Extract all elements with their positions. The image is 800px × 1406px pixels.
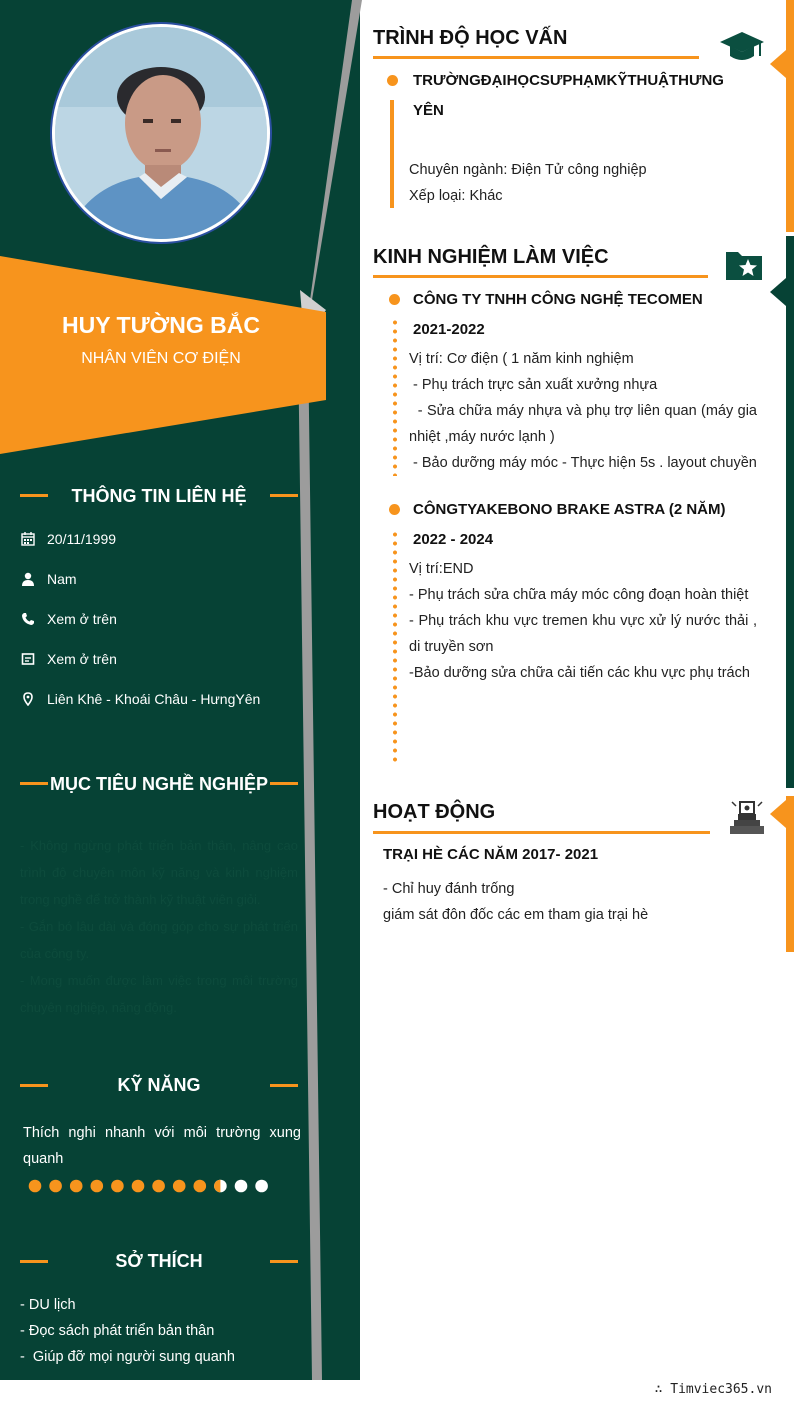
education-major: Chuyên ngành: Điện Tử công nghiệp (409, 162, 647, 178)
skill-dot (173, 1180, 186, 1193)
contact-dob-value: 20/11/1999 (47, 531, 117, 547)
folder-star-icon (724, 248, 764, 282)
skill-dot (214, 1180, 227, 1193)
activities-heading: HOẠT ĐỘNG (373, 801, 496, 823)
user-icon (20, 571, 36, 587)
heading-dash-right (270, 1084, 298, 1087)
hobby-item: - Đọc sách phát triển bản thân (20, 1323, 215, 1339)
calendar-icon (20, 531, 36, 547)
job-detail-line: - Phụ trách trực sản xuất xưởng nhựa (409, 377, 658, 393)
right-strip-education (786, 0, 794, 232)
email-icon (20, 651, 36, 667)
goal-line: - Gắn bó lâu dài và đóng góp cho sự phát triển của công ty. (20, 919, 298, 961)
contact-address (20, 688, 320, 710)
contact-email (20, 648, 320, 670)
right-arrow-activities (770, 800, 786, 828)
goal-text (20, 832, 298, 1021)
contact-email-value: Xem ở trên (47, 651, 117, 667)
skill-dot (70, 1180, 83, 1193)
job-detail-line: - Phụ trách sửa chữa máy móc công đoạn hoàn thiệt (409, 587, 749, 603)
contact-dob (20, 528, 320, 550)
goal-heading: MỤC TIÊU NGHỀ NGHIỆP (49, 774, 268, 794)
education-heading: TRÌNH ĐỘ HỌC VẤN (373, 27, 568, 49)
job-detail-line: - Sửa chữa máy nhựa và phụ trợ liên quan (máy gia nhiệt ,máy nước lạnh ) (409, 403, 762, 445)
right-arrow-experience (770, 278, 786, 306)
avatar (52, 24, 270, 242)
heading-dash-right (270, 782, 298, 785)
heading-underline (373, 56, 699, 59)
timeline-dots (393, 530, 397, 764)
activity-title: TRẠI HÈ CÁC NĂM 2017- 2021 (383, 846, 599, 863)
job-details (409, 346, 762, 476)
location-icon (20, 691, 36, 707)
skill-dot (194, 1180, 207, 1193)
job-detail-line: - Phụ trách khu vực tremen khu vực xử lý nước thải , di truyền sơn (409, 613, 757, 655)
goal-line: - Mong muốn được làm việc trong môi trường chuyên nghiệp, năng động. (20, 973, 298, 1015)
skill-dot (235, 1180, 248, 1193)
timeline-bullet (389, 294, 400, 305)
skill-dot (132, 1180, 145, 1193)
skill-description: Thích nghi nhanh với môi trường xung quanh (23, 1125, 301, 1167)
job-company: CÔNGTYAKEBONO BRAKE ASTRA (2 NĂM) (413, 501, 726, 518)
job-period: 2022 - 2024 (413, 531, 494, 548)
timeline-bullet (389, 504, 400, 515)
podium-icon (728, 798, 766, 836)
candidate-name: HUY TƯỜNG BẮC (61, 312, 260, 338)
hobby-item: - Giúp đỡ mọi người sung quanh (20, 1349, 235, 1365)
contact-heading: THÔNG TIN LIÊN HỆ (71, 486, 247, 506)
heading-underline (373, 275, 708, 278)
job-company: CÔNG TY TNHH CÔNG NGHỆ TECOMEN (413, 291, 703, 308)
heading-underline (373, 831, 710, 834)
right-strip-experience (786, 236, 794, 788)
right-arrow-education (770, 50, 786, 78)
portrait-image (55, 27, 267, 239)
job-details (409, 556, 757, 686)
graduation-cap-icon (720, 30, 764, 64)
heading-dash-right (270, 494, 298, 497)
skill-dot (255, 1180, 268, 1193)
goal-line: - Không ngừng phát triển bản thân, nâng cao trình độ chuyên môn kỹ năng và kinh nghiệm trong nghề để trở thành kỹ thuật viên giỏi. (20, 838, 298, 907)
contact-gender-value: Nam (47, 571, 77, 587)
contact-phone-value: Xem ở trên (47, 611, 117, 627)
job-period: 2021-2022 (413, 321, 485, 338)
hobbies-list (20, 1292, 235, 1370)
timeline-dots (393, 318, 397, 476)
timeline-line (390, 100, 394, 208)
school-name-cont: YÊN (413, 102, 444, 119)
contact-phone (20, 608, 320, 630)
right-strip-activities (786, 796, 794, 952)
heading-dash-right (270, 1260, 298, 1263)
activity-line: - Chỉ huy đánh trống (383, 881, 515, 897)
contact-address-value: Liên Khê - Khoái Châu - HưngYên (47, 691, 261, 707)
timeline-bullet (387, 75, 398, 86)
job-detail-line: -Bảo dưỡng sửa chữa cải tiến các khu vực phụ trách (409, 665, 750, 681)
hobbies-heading: SỞ THÍCH (115, 1251, 203, 1271)
site-watermark: ∴ Timviec365.vn (654, 1382, 772, 1397)
skill-dot (91, 1180, 104, 1193)
contact-gender (20, 568, 320, 590)
phone-icon (20, 611, 36, 627)
skill-dot (49, 1180, 62, 1193)
activity-details (383, 876, 648, 928)
skill-dot (152, 1180, 165, 1193)
skill-dot (29, 1180, 42, 1193)
activity-line: giám sát đôn đốc các em tham gia trại hè (383, 907, 649, 923)
candidate-title: NHÂN VIÊN CƠ ĐIỆN (81, 350, 241, 367)
skill-dot (111, 1180, 124, 1193)
education-grade: Xếp loại: Khác (409, 188, 503, 204)
skill-rating (28, 1179, 278, 1193)
hobby-item: - DU lịch (20, 1297, 76, 1313)
job-detail-line: Vị trí:END (409, 561, 474, 577)
job-detail-line: - Bảo dưỡng máy móc - Thực hiện 5s . layout chuyền (409, 455, 757, 471)
job-detail-line: Vị trí: Cơ điện ( 1 năm kinh nghiệm (409, 351, 634, 367)
experience-heading: KINH NGHIỆM LÀM VIỆC (373, 246, 609, 268)
school-name: TRƯỜNGĐẠIHỌCSƯPHẠMKỸTHUẬTHƯNG (413, 72, 724, 89)
skills-heading: KỸ NĂNG (117, 1075, 201, 1095)
